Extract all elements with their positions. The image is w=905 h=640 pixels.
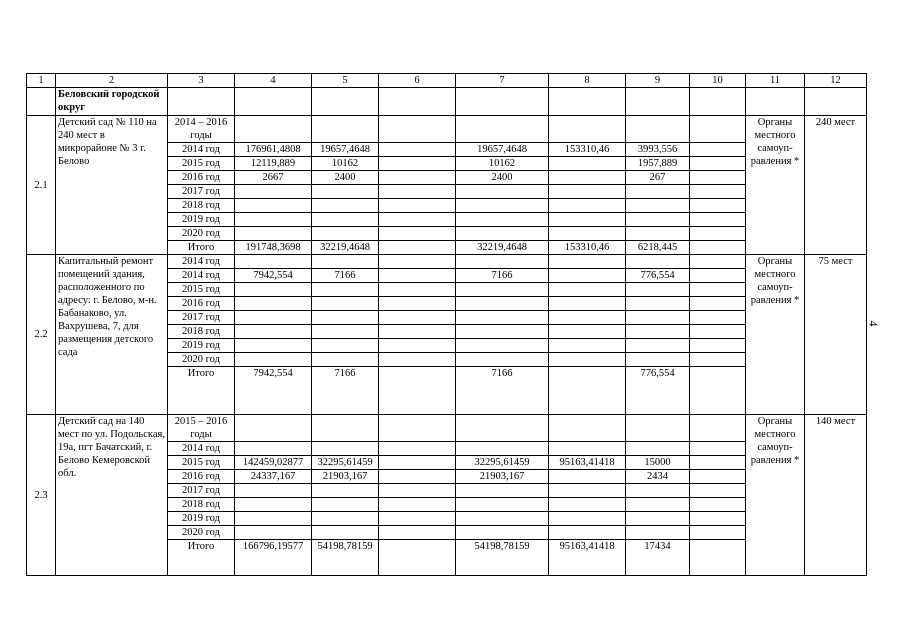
period-cell: 2020 год: [168, 227, 235, 241]
value-cell: 12119,889: [235, 157, 312, 171]
value-cell: [626, 512, 690, 526]
value-cell: [690, 199, 746, 213]
region-name: Беловский городской округ: [56, 88, 168, 116]
value-cell: [626, 213, 690, 227]
value-cell: [312, 185, 379, 199]
value-cell: [626, 498, 690, 512]
period-cell: 2014 год: [168, 143, 235, 157]
value-cell: [626, 255, 690, 269]
value-cell: [379, 353, 456, 367]
value-cell: [549, 367, 626, 415]
period-cell: 2014 год: [168, 269, 235, 283]
responsible-body: Органы местного самоуп-равления *: [746, 255, 805, 415]
value-cell: [379, 143, 456, 157]
value-cell: [379, 283, 456, 297]
value-cell: [456, 283, 549, 297]
header-cell: 9: [626, 74, 690, 88]
page-number: 4: [866, 320, 881, 327]
value-cell: [235, 415, 312, 442]
period-cell: 2016 год: [168, 470, 235, 484]
value-cell: [379, 498, 456, 512]
value-cell: [312, 339, 379, 353]
value-cell: 1957,889: [626, 157, 690, 171]
value-cell: [235, 498, 312, 512]
value-cell: [626, 227, 690, 241]
header-cell: 10: [690, 74, 746, 88]
value-cell: [379, 199, 456, 213]
value-cell: [549, 311, 626, 325]
period-cell: 2017 год: [168, 311, 235, 325]
header-cell: 8: [549, 74, 626, 88]
value-cell: 3993,556: [626, 143, 690, 157]
value-cell: [312, 213, 379, 227]
value-cell: [549, 185, 626, 199]
value-cell: [626, 442, 690, 456]
value-cell: [235, 339, 312, 353]
value-cell: 6218,445: [626, 241, 690, 255]
responsible-body: Органы местного самоуп-равления *: [746, 415, 805, 576]
value-cell: [312, 526, 379, 540]
period-cell: 2014 – 2016 годы: [168, 116, 235, 143]
period-cell: 2019 год: [168, 213, 235, 227]
value-cell: [456, 255, 549, 269]
value-cell: 176961,4808: [235, 143, 312, 157]
period-cell: 2019 год: [168, 339, 235, 353]
value-cell: [549, 116, 626, 143]
value-cell: [549, 353, 626, 367]
value-cell: [690, 484, 746, 498]
value-cell: [549, 283, 626, 297]
value-cell: [549, 199, 626, 213]
value-cell: [379, 157, 456, 171]
period-cell: 2015 год: [168, 456, 235, 470]
value-cell: [549, 415, 626, 442]
value-cell: [549, 339, 626, 353]
value-cell: [312, 116, 379, 143]
value-cell: [312, 297, 379, 311]
value-cell: 2400: [312, 171, 379, 185]
value-cell: 54198,78159: [456, 540, 549, 576]
value-cell: 17434: [626, 540, 690, 576]
value-cell: [626, 297, 690, 311]
value-cell: [690, 227, 746, 241]
value-cell: [456, 512, 549, 526]
period-cell: 2014 год: [168, 442, 235, 456]
header-cell: 6: [379, 74, 456, 88]
value-cell: 10162: [312, 157, 379, 171]
value-cell: 32295,61459: [456, 456, 549, 470]
value-cell: [690, 241, 746, 255]
value-cell: [312, 484, 379, 498]
value-cell: 776,554: [626, 367, 690, 415]
responsible-body: Органы местного самоуп-равления *: [746, 116, 805, 255]
value-cell: [379, 255, 456, 269]
value-cell: [235, 484, 312, 498]
value-cell: [456, 498, 549, 512]
value-cell: [690, 255, 746, 269]
period-cell: 2015 год: [168, 157, 235, 171]
value-cell: [690, 498, 746, 512]
period-cell: 2016 год: [168, 171, 235, 185]
value-cell: 32219,4648: [456, 241, 549, 255]
period-cell: Итого: [168, 540, 235, 576]
value-cell: 95163,41418: [549, 540, 626, 576]
value-cell: [379, 297, 456, 311]
project-number: 2.1: [27, 116, 56, 255]
value-cell: [690, 415, 746, 442]
value-cell: [379, 540, 456, 576]
value-cell: [456, 526, 549, 540]
value-cell: [312, 227, 379, 241]
value-cell: [456, 297, 549, 311]
region-row: [27, 88, 867, 116]
value-cell: [549, 171, 626, 185]
value-cell: [312, 498, 379, 512]
value-cell: [626, 484, 690, 498]
value-cell: [312, 353, 379, 367]
value-cell: [379, 241, 456, 255]
value-cell: [549, 512, 626, 526]
value-cell: [690, 456, 746, 470]
value-cell: 7942,554: [235, 367, 312, 415]
value-cell: 142459,02877: [235, 456, 312, 470]
header-cell: 3: [168, 74, 235, 88]
value-cell: [690, 171, 746, 185]
value-cell: [379, 227, 456, 241]
value-cell: [456, 339, 549, 353]
period-cell: 2018 год: [168, 498, 235, 512]
value-cell: [690, 367, 746, 415]
value-cell: [456, 484, 549, 498]
header-cell: 5: [312, 74, 379, 88]
value-cell: [312, 311, 379, 325]
header-row: [27, 74, 867, 88]
value-cell: [235, 311, 312, 325]
value-cell: 153310,46: [549, 241, 626, 255]
value-cell: [626, 325, 690, 339]
value-cell: [690, 442, 746, 456]
capacity: 75 мест: [805, 255, 867, 415]
value-cell: 7166: [456, 367, 549, 415]
header-cell: 11: [746, 74, 805, 88]
value-cell: [456, 353, 549, 367]
value-cell: [690, 283, 746, 297]
value-cell: [456, 185, 549, 199]
period-cell: 2016 год: [168, 297, 235, 311]
value-cell: [235, 526, 312, 540]
value-cell: [312, 255, 379, 269]
value-cell: [379, 311, 456, 325]
value-cell: [456, 116, 549, 143]
header-cell: 12: [805, 74, 867, 88]
value-cell: [456, 325, 549, 339]
value-cell: [379, 512, 456, 526]
value-cell: [456, 415, 549, 442]
capacity: 140 мест: [805, 415, 867, 576]
value-cell: [626, 353, 690, 367]
value-cell: [235, 213, 312, 227]
period-cell: 2015 год: [168, 283, 235, 297]
value-cell: 2434: [626, 470, 690, 484]
value-cell: [549, 157, 626, 171]
value-cell: [312, 325, 379, 339]
value-cell: 7942,554: [235, 269, 312, 283]
value-cell: [690, 269, 746, 283]
value-cell: [235, 442, 312, 456]
value-cell: 191748,3698: [235, 241, 312, 255]
value-cell: [690, 143, 746, 157]
value-cell: [549, 526, 626, 540]
value-cell: [235, 227, 312, 241]
period-cell: Итого: [168, 241, 235, 255]
value-cell: [312, 415, 379, 442]
project-name: Капитальный ремонт помещений здания, расположенного по адресу: г. Белово, м-н. Бабанаково, ул. Вахрушева, 7, для размещения детского сада: [56, 255, 168, 415]
value-cell: [379, 171, 456, 185]
value-cell: 24337,167: [235, 470, 312, 484]
value-cell: [549, 297, 626, 311]
period-cell: 2019 год: [168, 512, 235, 526]
value-cell: [690, 311, 746, 325]
value-cell: [235, 283, 312, 297]
value-cell: [549, 498, 626, 512]
period-cell: 2017 год: [168, 484, 235, 498]
value-cell: [379, 269, 456, 283]
value-cell: [235, 512, 312, 526]
value-cell: [626, 283, 690, 297]
value-cell: [235, 255, 312, 269]
value-cell: 776,554: [626, 269, 690, 283]
value-cell: [456, 227, 549, 241]
value-cell: [235, 353, 312, 367]
value-cell: [690, 116, 746, 143]
value-cell: 2400: [456, 171, 549, 185]
value-cell: 19657,4648: [312, 143, 379, 157]
value-cell: 10162: [456, 157, 549, 171]
value-cell: [312, 283, 379, 297]
table-row: [27, 415, 867, 442]
value-cell: [690, 470, 746, 484]
value-cell: [379, 339, 456, 353]
value-cell: [626, 526, 690, 540]
value-cell: [626, 116, 690, 143]
period-cell: 2020 год: [168, 353, 235, 367]
table-row: [27, 116, 867, 143]
value-cell: [549, 255, 626, 269]
value-cell: [235, 325, 312, 339]
value-cell: 7166: [312, 367, 379, 415]
value-cell: 7166: [312, 269, 379, 283]
value-cell: [379, 415, 456, 442]
value-cell: 21903,167: [456, 470, 549, 484]
value-cell: [690, 512, 746, 526]
value-cell: [379, 116, 456, 143]
value-cell: [379, 213, 456, 227]
value-cell: [549, 442, 626, 456]
value-cell: [456, 213, 549, 227]
value-cell: 153310,46: [549, 143, 626, 157]
value-cell: [549, 227, 626, 241]
value-cell: [626, 199, 690, 213]
project-name: Детский сад № 110 на 240 мест в микрорайоне № 3 г. Белово: [56, 116, 168, 255]
value-cell: 267: [626, 171, 690, 185]
period-cell: 2020 год: [168, 526, 235, 540]
value-cell: [235, 199, 312, 213]
value-cell: [456, 442, 549, 456]
capacity: 240 мест: [805, 116, 867, 255]
value-cell: [379, 470, 456, 484]
value-cell: [626, 415, 690, 442]
value-cell: [626, 339, 690, 353]
value-cell: [456, 199, 549, 213]
value-cell: [690, 325, 746, 339]
value-cell: [549, 269, 626, 283]
value-cell: [379, 185, 456, 199]
value-cell: [549, 484, 626, 498]
value-cell: [379, 484, 456, 498]
value-cell: [690, 213, 746, 227]
period-cell: 2018 год: [168, 325, 235, 339]
value-cell: [379, 526, 456, 540]
period-cell: 2015 – 2016 годы: [168, 415, 235, 442]
value-cell: [626, 185, 690, 199]
period-cell: 2017 год: [168, 185, 235, 199]
value-cell: 2667: [235, 171, 312, 185]
value-cell: [379, 325, 456, 339]
header-cell: 7: [456, 74, 549, 88]
value-cell: 7166: [456, 269, 549, 283]
value-cell: [690, 339, 746, 353]
value-cell: [549, 325, 626, 339]
project-name: Детский сад на 140 мест по ул. Подольская, 19а, пгт Бачатский, г. Белово Кемеровской обл.: [56, 415, 168, 576]
funding-table: [26, 73, 867, 576]
value-cell: 15000: [626, 456, 690, 470]
value-cell: [312, 512, 379, 526]
value-cell: [549, 213, 626, 227]
period-cell: 2018 год: [168, 199, 235, 213]
value-cell: 95163,41418: [549, 456, 626, 470]
value-cell: [690, 157, 746, 171]
project-number: 2.2: [27, 255, 56, 415]
header-cell: 1: [27, 74, 56, 88]
value-cell: 32219,4648: [312, 241, 379, 255]
header-cell: 2: [56, 74, 168, 88]
value-cell: [690, 185, 746, 199]
value-cell: 32295,61459: [312, 456, 379, 470]
period-cell: Итого: [168, 367, 235, 415]
value-cell: [235, 185, 312, 199]
value-cell: [549, 470, 626, 484]
value-cell: [235, 297, 312, 311]
header-cell: 4: [235, 74, 312, 88]
value-cell: 21903,167: [312, 470, 379, 484]
value-cell: [456, 311, 549, 325]
value-cell: [690, 297, 746, 311]
value-cell: 19657,4648: [456, 143, 549, 157]
value-cell: 54198,78159: [312, 540, 379, 576]
value-cell: [312, 442, 379, 456]
value-cell: [626, 311, 690, 325]
value-cell: [690, 540, 746, 576]
value-cell: 166796,19577: [235, 540, 312, 576]
table-row: [27, 255, 867, 269]
project-number: 2.3: [27, 415, 56, 576]
value-cell: [312, 199, 379, 213]
value-cell: [235, 116, 312, 143]
value-cell: [379, 367, 456, 415]
value-cell: [690, 526, 746, 540]
value-cell: [690, 353, 746, 367]
value-cell: [379, 442, 456, 456]
period-cell: 2014 год: [168, 255, 235, 269]
value-cell: [379, 456, 456, 470]
